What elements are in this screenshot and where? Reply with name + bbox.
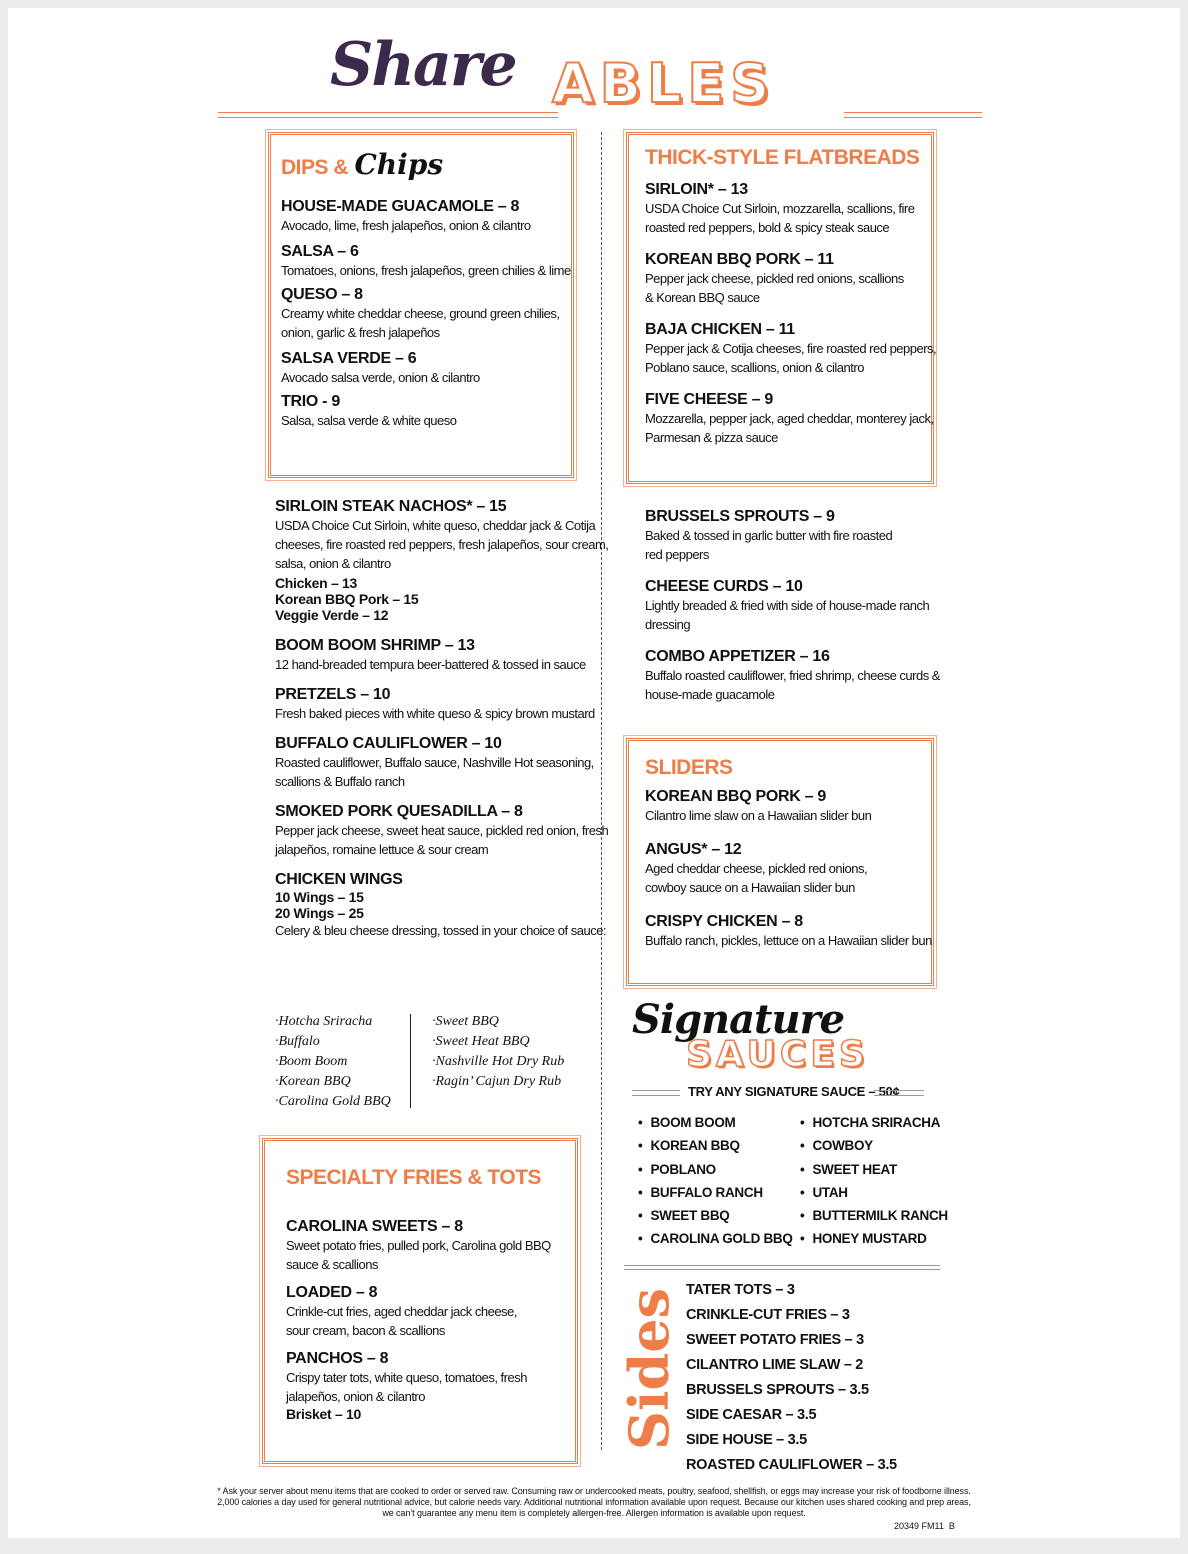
wing-sauce: ·Buffalo <box>275 1034 320 1049</box>
side-item: SIDE HOUSE – 3.5 <box>686 1432 807 1448</box>
menu-item-desc: USDA Choice Cut Sirloin, white queso, cheddar jack & Cotija <box>275 518 596 533</box>
wing-sauce: ·Sweet Heat BBQ <box>432 1034 530 1049</box>
right-items <box>645 508 940 704</box>
menu-item-desc: & Korean BBQ sauce <box>645 290 760 305</box>
signature-sauce: • HOTCHA SRIRACHA <box>800 1115 948 1138</box>
menu-item-name: TRIO - 9 <box>281 393 340 410</box>
menu-item-desc: 12 hand-breaded tempura beer-battered & tossed in sauce <box>275 657 586 672</box>
signature-col-1 <box>638 1115 793 1255</box>
menu-item-desc: Aged cheddar cheese, pickled red onions, <box>645 861 868 876</box>
menu-item-option: 20 Wings – 25 <box>275 905 364 921</box>
menu-item-option: Korean BBQ Pork – 15 <box>275 591 419 607</box>
menu-item-desc: Buffalo roasted cauliflower, fried shrimp, cheese curds & <box>645 668 940 683</box>
menu-item-desc: jalapeños, onion & cilantro <box>286 1389 425 1404</box>
menu-item-name: BOOM BOOM SHRIMP – 13 <box>275 637 475 654</box>
menu-item-name: CHICKEN WINGS <box>275 871 403 888</box>
menu-item-desc: Pepper jack & Cotija cheeses, fire roasted red peppers, <box>645 341 937 356</box>
menu-item-desc: Fresh baked pieces with white queso & spicy brown mustard <box>275 706 595 721</box>
menu-item-desc: scallions & Buffalo ranch <box>275 774 405 789</box>
wing-sauce: ·Nashville Hot Dry Rub <box>432 1054 565 1069</box>
menu-item-desc: Pepper jack cheese, sweet heat sauce, pickled red onion, fresh <box>275 823 609 838</box>
left-items <box>275 498 608 940</box>
header-block-title: ABLES <box>552 52 776 115</box>
signature-block-title: SAUCES <box>686 1034 869 1075</box>
signature-sauce: • SWEET HEAT <box>800 1162 948 1185</box>
menu-item-name: KOREAN BBQ PORK – 9 <box>645 788 826 805</box>
wing-sauce: ·Ragin’ Cajun Dry Rub <box>432 1074 562 1089</box>
signature-sauce: • CAROLINA GOLD BBQ <box>638 1231 793 1254</box>
menu-item-desc: Buffalo ranch, pickles, lettuce on a Hawaiian slider bun <box>645 933 932 948</box>
header-title <box>330 26 890 118</box>
menu-item-name: COMBO APPETIZER – 16 <box>645 648 830 665</box>
menu-item-desc: sour cream, bacon & scallions <box>286 1323 445 1338</box>
wing-sauce: ·Boom Boom <box>275 1054 348 1069</box>
menu-item-desc: red peppers <box>645 547 709 562</box>
signature-sauce: • BUFFALO RANCH <box>638 1185 793 1208</box>
menu-item-option: 10 Wings – 15 <box>275 889 364 905</box>
menu-item-name: BAJA CHICKEN – 11 <box>645 321 795 338</box>
menu-item-option: Veggie Verde – 12 <box>275 607 389 623</box>
flatbreads-list <box>645 181 936 447</box>
signature-sauce: • HONEY MUSTARD <box>800 1231 948 1254</box>
menu-item-desc: house-made guacamole <box>645 687 775 702</box>
menu-item-desc: Crispy tater tots, white queso, tomatoes, fresh <box>286 1370 527 1385</box>
sides-top-rule <box>624 1265 940 1270</box>
footer-line: we can’t guarantee any menu item is completely allergen-free. Allergen information is available upon request. <box>382 1508 806 1518</box>
menu-item-name: FIVE CHEESE – 9 <box>645 391 773 408</box>
wing-sauce: ·Hotcha Sriracha <box>275 1014 373 1029</box>
menu-item-desc: Poblano sauce, scallions, onion & cilantro <box>645 360 864 375</box>
dips-title-text: DIPS & <box>281 156 349 179</box>
menu-item-name: SIRLOIN* – 13 <box>645 181 748 198</box>
header-rule-left <box>218 112 558 118</box>
menu-item-desc: Cilantro lime slaw on a Hawaiian slider bun <box>645 808 872 823</box>
fries-list <box>286 1218 551 1422</box>
footer-line: * Ask your server about menu items that are cooked to order or served raw. Consuming raw or undercooked meats, poultry, seafood, shellfish, or eggs may increase your risk of foodborne illness. <box>217 1486 971 1496</box>
menu-item-name: SALSA – 6 <box>281 243 359 260</box>
side-item: ROASTED CAULIFLOWER – 3.5 <box>686 1457 897 1473</box>
sliders-title: SLIDERS <box>645 756 733 779</box>
menu-item-desc: salsa, onion & cilantro <box>275 556 391 571</box>
chips-script-title: Chips <box>354 148 444 181</box>
menu-item-desc: Pepper jack cheese, pickled red onions, scallions <box>645 271 904 286</box>
menu-item-desc: USDA Choice Cut Sirloin, mozzarella, scallions, fire <box>645 201 915 216</box>
dips-list <box>281 198 571 430</box>
menu-item-desc: cowboy sauce on a Hawaiian slider bun <box>645 880 855 895</box>
wing-sauce-col-2 <box>432 1012 564 1092</box>
side-item: CILANTRO LIME SLAW – 2 <box>686 1357 864 1373</box>
menu-item-desc: sauce & scallions <box>286 1257 378 1272</box>
side-item: BRUSSELS SPROUTS – 3.5 <box>686 1382 869 1398</box>
sides-list <box>686 1282 897 1482</box>
menu-item-name: SALSA VERDE – 6 <box>281 350 417 367</box>
menu-item-desc: Tomatoes, onions, fresh jalapeños, green chilies & lime <box>281 263 571 278</box>
menu-item-desc: Lightly breaded & fried with side of house-made ranch <box>645 598 930 613</box>
signature-sauce: • UTAH <box>800 1185 948 1208</box>
menu-page <box>8 8 1180 1538</box>
fries-title: SPECIALTY FRIES & TOTS <box>286 1166 542 1189</box>
menu-item-desc: Roasted cauliflower, Buffalo sauce, Nashville Hot seasoning, <box>275 755 594 770</box>
menu-item-name: SMOKED PORK QUESADILLA – 8 <box>275 803 523 820</box>
menu-item-desc: onion, garlic & fresh jalapeños <box>281 325 440 340</box>
menu-item-name: CRISPY CHICKEN – 8 <box>645 913 803 930</box>
dips-title <box>281 148 443 181</box>
wing-sauce: ·Korean BBQ <box>275 1074 351 1089</box>
menu-item-name: CAROLINA SWEETS – 8 <box>286 1218 463 1235</box>
signature-sauce: • COWBOY <box>800 1138 948 1161</box>
menu-item-desc: jalapeños, romaine lettuce & sour cream <box>275 842 489 857</box>
sides-title: Sides <box>617 1287 681 1450</box>
menu-item-desc: Baked & tossed in garlic butter with fire roasted <box>645 528 893 543</box>
footer-code: 20349 FM11 B <box>894 1521 955 1531</box>
menu-item-desc: Crinkle-cut fries, aged cheddar jack cheese, <box>286 1304 517 1319</box>
menu-item-name: HOUSE-MADE GUACAMOLE – 8 <box>281 198 520 215</box>
wing-sauce-col-1 <box>275 1012 391 1112</box>
side-item: CRINKLE-CUT FRIES – 3 <box>686 1307 850 1323</box>
try-sauce-rule-left <box>632 1090 680 1096</box>
menu-item-name: QUESO – 8 <box>281 286 363 303</box>
flatbreads-title: THICK-STYLE FLATBREADS <box>645 146 920 169</box>
menu-item-option: Brisket – 10 <box>286 1406 362 1422</box>
signature-sauce: • KOREAN BBQ <box>638 1138 793 1161</box>
side-item: SWEET POTATO FRIES – 3 <box>686 1332 864 1348</box>
menu-item-desc: Parmesan & pizza sauce <box>645 430 778 445</box>
signature-sauce: • SWEET BBQ <box>638 1208 793 1231</box>
try-sauce-rule-right <box>874 1090 924 1096</box>
menu-item-name: BUFFALO CAULIFLOWER – 10 <box>275 735 502 752</box>
menu-item-desc: dressing <box>645 617 691 632</box>
menu-item-desc: Creamy white cheddar cheese, ground green chilies, <box>281 306 560 321</box>
menu-item-desc: Sweet potato fries, pulled pork, Carolina gold BBQ <box>286 1238 551 1253</box>
wing-sauce: ·Sweet BBQ <box>432 1014 499 1029</box>
signature-sauce: • BOOM BOOM <box>638 1115 793 1138</box>
try-sauce-text: TRY ANY SIGNATURE SAUCE – 50¢ <box>688 1084 900 1099</box>
menu-item-desc: Avocado salsa verde, onion & cilantro <box>281 370 480 385</box>
footer-line: 2,000 calories a day used for general nutritional advice, but calorie needs vary. Additional nutritional information available upon request. Because our kitchen uses shared cooking and prep areas, <box>217 1497 971 1507</box>
footer-disclaimer <box>8 1486 1180 1519</box>
side-item: SIDE CAESAR – 3.5 <box>686 1407 817 1423</box>
menu-item-option: Chicken – 13 <box>275 575 357 591</box>
menu-item-name: PRETZELS – 10 <box>275 686 391 703</box>
wing-sauce-divider <box>410 1014 411 1108</box>
signature-title <box>628 994 948 1084</box>
menu-item-name: BRUSSELS SPROUTS – 9 <box>645 508 835 525</box>
menu-item-name: LOADED – 8 <box>286 1284 378 1301</box>
menu-item-name: ANGUS* – 12 <box>645 841 742 858</box>
menu-item-desc: Salsa, salsa verde & white queso <box>281 413 457 428</box>
side-item: TATER TOTS – 3 <box>686 1282 795 1298</box>
sliders-list <box>645 788 932 950</box>
signature-script-title: Signature <box>632 996 845 1043</box>
header-script-title: Share <box>330 30 516 100</box>
wing-sauce: ·Carolina Gold BBQ <box>275 1094 391 1109</box>
header-rule-right <box>844 112 982 118</box>
menu-item-desc: Mozzarella, pepper jack, aged cheddar, monterey jack, <box>645 411 934 426</box>
menu-item-name: CHEESE CURDS – 10 <box>645 578 803 595</box>
menu-item-desc: Avocado, lime, fresh jalapeños, onion & cilantro <box>281 218 531 233</box>
menu-item-name: PANCHOS – 8 <box>286 1350 389 1367</box>
menu-item-desc: roasted red peppers, bold & spicy steak sauce <box>645 220 890 235</box>
signature-sauce: • BUTTERMILK RANCH <box>800 1208 948 1231</box>
menu-item-name: KOREAN BBQ PORK – 11 <box>645 251 834 268</box>
menu-item-desc: cheeses, fire roasted red peppers, fresh jalapeños, sour cream, <box>275 537 609 552</box>
menu-item-name: SIRLOIN STEAK NACHOS* – 15 <box>275 498 507 515</box>
menu-item-desc: Celery & bleu cheese dressing, tossed in your choice of sauce: <box>275 923 607 938</box>
signature-sauce: • POBLANO <box>638 1162 793 1185</box>
signature-col-2 <box>800 1115 948 1255</box>
